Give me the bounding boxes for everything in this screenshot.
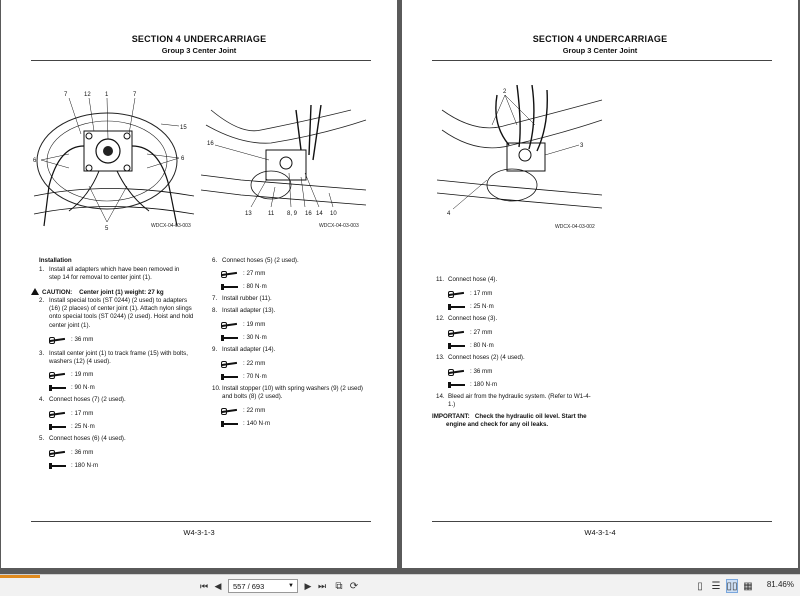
wrench-icon: [221, 322, 239, 328]
spec-wrench: : 19 mm: [221, 321, 265, 328]
fig2-label: 8, 9: [287, 211, 298, 217]
fig2-label: 10: [330, 211, 337, 217]
fig2-label: 13: [245, 211, 252, 217]
fig1-label: 5: [105, 226, 109, 232]
torque-wrench-icon: [448, 343, 466, 349]
wrench-icon: [448, 330, 466, 336]
step-2: 2. Install special tools (ST 0244) (2 used) to adapters (16) (2 places) of center joint (1). Attach nylon slings onto special tools (ST 0244) (2 used). Hoist and hold center joint (1).: [39, 297, 194, 329]
step-3: 3. Install center joint (1) to track frame (15) with bolts, washers (12) (4 used).: [39, 350, 188, 366]
caution-icon: [31, 288, 39, 295]
fig1-label: 15: [180, 125, 187, 131]
spec-torque: : 25 N·m: [49, 423, 95, 430]
spec-wrench: : 36 mm: [49, 336, 93, 343]
caution-note: CAUTION: Center joint (1) weight: 27 kg: [31, 288, 164, 297]
torque-wrench-icon: [49, 463, 67, 469]
spec-torque: : 140 N·m: [221, 420, 270, 427]
figure-center-joint-side: [201, 105, 371, 220]
figure-center-joint-top: [29, 86, 199, 236]
last-page-icon[interactable]: ⏭: [317, 580, 327, 591]
single-page-view-icon[interactable]: ▯: [697, 580, 703, 592]
fig3-label: 4: [447, 211, 451, 217]
torque-wrench-icon: [221, 284, 239, 290]
figure-caption: WDCX-04-03-003: [151, 223, 191, 229]
spec-wrench: : 22 mm: [221, 360, 265, 367]
wrench-icon: [448, 369, 466, 375]
page-right: [402, 0, 798, 568]
torque-wrench-icon: [49, 385, 67, 391]
chevron-down-icon: ▼: [288, 583, 294, 589]
fig1-label: 6: [181, 156, 185, 162]
spec-torque: : 180 N·m: [448, 381, 497, 388]
header-rule: [432, 60, 772, 61]
torque-wrench-icon: [448, 382, 466, 388]
step-13: 13. Connect hoses (2) (4 used).: [436, 354, 525, 361]
spec-torque: : 90 N·m: [49, 384, 95, 391]
fig2-label: 11: [268, 211, 275, 217]
first-page-icon[interactable]: ⏮: [199, 580, 209, 591]
page-number: W4-3-1-3: [183, 528, 215, 537]
fig1-label: 7: [64, 92, 68, 98]
footer-rule: [31, 521, 371, 522]
fig1-label: 12: [84, 92, 91, 98]
fig2-label: 16: [305, 211, 312, 217]
fig1-label: 6: [33, 158, 37, 164]
torque-wrench-icon: [448, 304, 466, 310]
section-title: SECTION 4 UNDERCARRIAGE: [532, 34, 668, 44]
two-page-view-icon[interactable]: ▯▯: [726, 580, 738, 592]
spec-wrench: : 19 mm: [49, 371, 93, 378]
spec-wrench: : 27 mm: [448, 329, 492, 336]
wrench-icon: [221, 271, 239, 277]
accent-strip: [0, 575, 40, 578]
torque-wrench-icon: [221, 335, 239, 341]
spec-wrench: : 22 mm: [221, 407, 265, 414]
step-6: 6. Connect hoses (5) (2 used).: [212, 257, 299, 264]
page-number-input[interactable]: 557 / 693 ▼: [228, 579, 298, 593]
wrench-icon: [49, 450, 67, 456]
torque-wrench-icon: [221, 421, 239, 427]
rotate-icon[interactable]: ⟳: [349, 580, 359, 592]
navigation-toolbar: [0, 574, 800, 596]
page-left: [1, 0, 397, 568]
torque-wrench-icon: [221, 374, 239, 380]
figure-center-joint-hoses: [437, 85, 607, 225]
two-page-continuous-icon[interactable]: ▦: [743, 580, 753, 592]
step-10: 10.Install stopper (10) with spring washers (9) (2 used) and bolts (8) (2 used).: [212, 385, 363, 401]
wrench-icon: [49, 411, 67, 417]
copy-icon[interactable]: ⧉: [335, 580, 343, 592]
group-title: Group 3 Center Joint: [161, 46, 237, 55]
spec-torque: : 80 N·m: [448, 342, 494, 349]
step-1: 1. Install all adapters which have been removed in step 14 for removal to center joint (1).: [39, 266, 180, 282]
section-title: SECTION 4 UNDERCARRIAGE: [131, 34, 267, 44]
spec-torque: : 25 N·m: [448, 303, 494, 310]
figure-caption: WDCX-04-03-003: [319, 223, 359, 229]
spec-torque: : 80 N·m: [221, 283, 267, 290]
previous-page-icon[interactable]: ◀: [214, 580, 222, 591]
fig2-label: 14: [316, 211, 323, 217]
wrench-icon: [221, 408, 239, 414]
spec-wrench: : 36 mm: [49, 449, 93, 456]
important-note: IMPORTANT: Check the hydraulic oil level. Start the engine and check for any oil leaks.: [432, 413, 587, 429]
page-number: W4-3-1-4: [584, 528, 616, 537]
step-14: 14. Bleed air from the hydraulic system. (Refer to W1-4- 1.): [436, 393, 591, 409]
spec-torque: : 30 N·m: [221, 334, 267, 341]
wrench-icon: [448, 291, 466, 297]
group-title: Group 3 Center Joint: [562, 46, 638, 55]
spec-wrench: : 17 mm: [448, 290, 492, 297]
wrench-icon: [49, 337, 67, 343]
fig1-label: 7: [133, 92, 137, 98]
header-rule: [31, 60, 371, 61]
next-page-icon[interactable]: ▶: [304, 580, 312, 591]
step-9: 9. Install adapter (14).: [212, 346, 276, 353]
wrench-icon: [49, 372, 67, 378]
step-5: 5. Connect hoses (6) (4 used).: [39, 435, 126, 442]
spec-torque: : 70 N·m: [221, 373, 267, 380]
step-8: 8. Install adapter (13).: [212, 307, 276, 314]
torque-wrench-icon: [49, 424, 67, 430]
fig2-label: 16: [207, 141, 214, 147]
installation-heading: Installation: [39, 257, 72, 264]
step-7: 7. Install rubber (11).: [212, 295, 272, 302]
step-11: 11. Connect hose (4).: [436, 276, 498, 283]
fig3-label: 2: [503, 89, 507, 95]
spec-wrench: : 27 mm: [221, 270, 265, 277]
fig3-label: 3: [580, 143, 584, 149]
spec-torque: : 180 N·m: [49, 462, 98, 469]
footer-rule: [432, 521, 772, 522]
spec-wrench: : 36 mm: [448, 368, 492, 375]
wrench-icon: [221, 361, 239, 367]
fig1-label: 1: [105, 92, 109, 98]
step-12: 12. Connect hose (3).: [436, 315, 498, 322]
figure-caption: WDCX-04-03-002: [555, 224, 595, 230]
continuous-view-icon[interactable]: ☰: [711, 580, 721, 592]
spec-wrench: : 17 mm: [49, 410, 93, 417]
zoom-level[interactable]: 81.46%: [766, 580, 794, 589]
step-4: 4. Connect hoses (7) (2 used).: [39, 396, 126, 403]
